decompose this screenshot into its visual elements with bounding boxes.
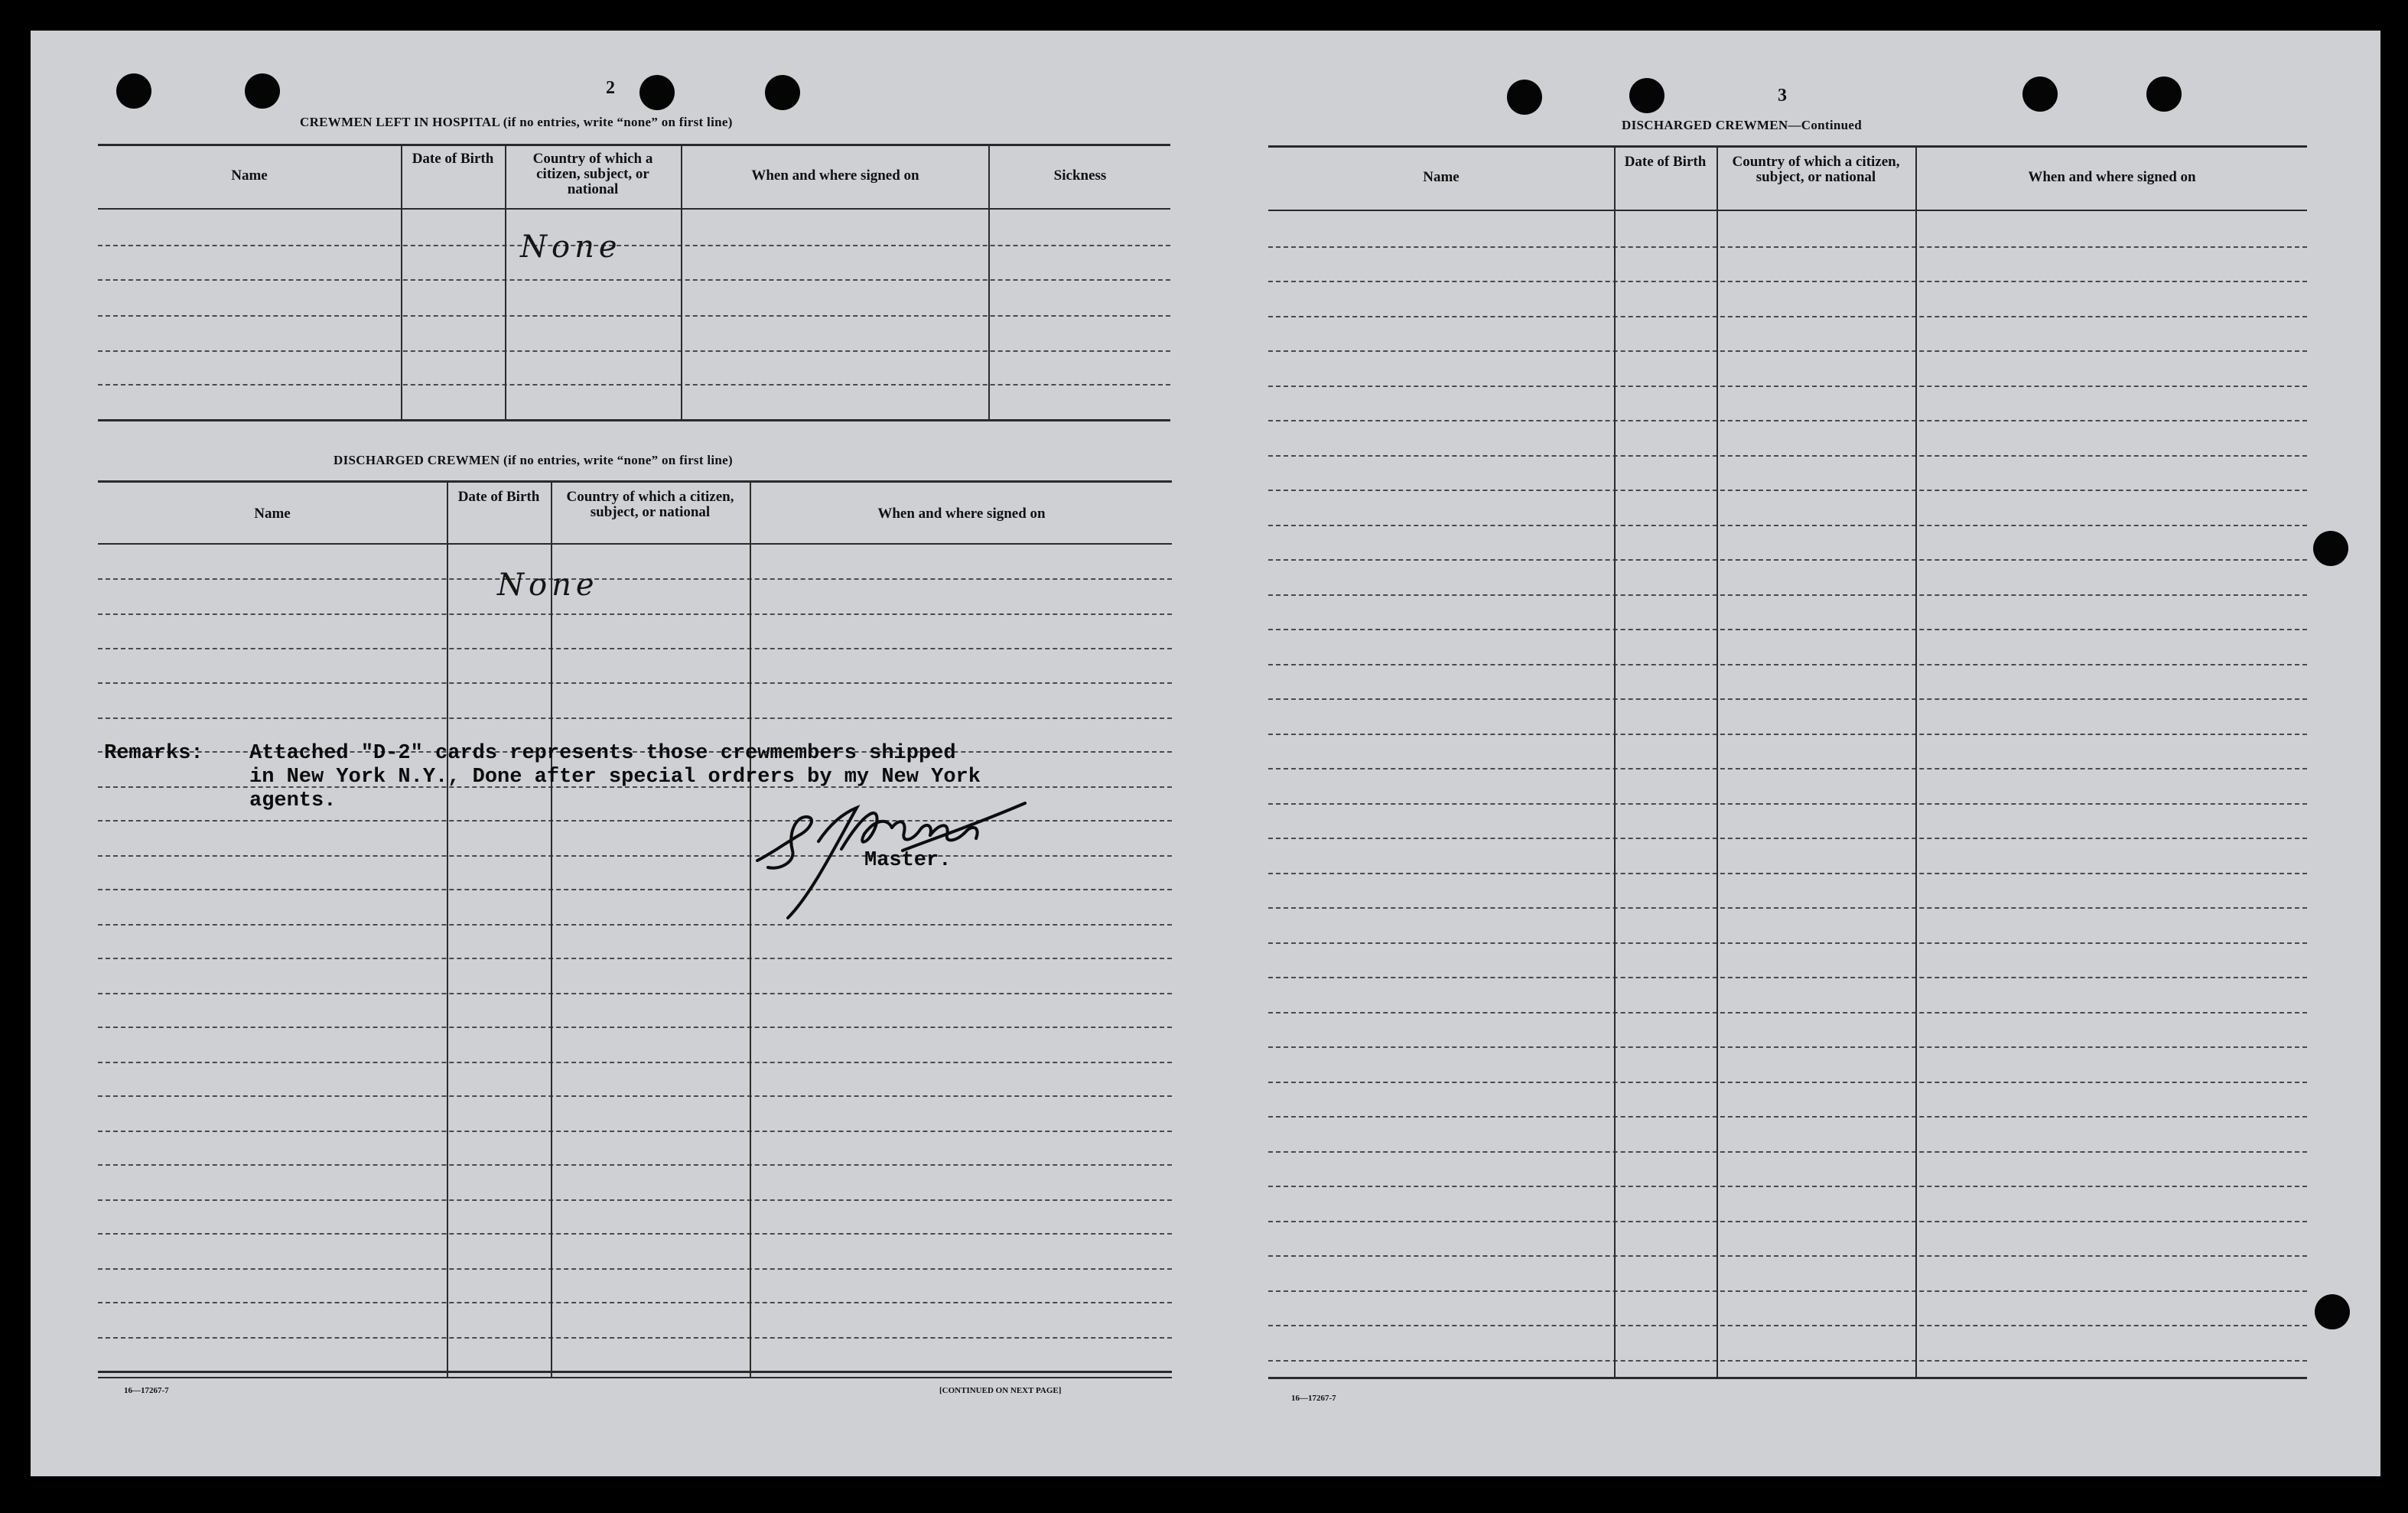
row-line bbox=[1268, 907, 2307, 909]
row-line bbox=[98, 613, 1172, 615]
row-line bbox=[98, 1131, 1172, 1132]
punch-hole bbox=[2146, 76, 2182, 112]
punch-hole bbox=[245, 73, 280, 109]
discharged-continued-title: DISCHARGED CREWMEN—Continued bbox=[1622, 118, 1862, 132]
row-line bbox=[1268, 803, 2307, 805]
punch-hole bbox=[2315, 1294, 2350, 1329]
column-header-date-of-birth: Date of Birth bbox=[412, 151, 494, 167]
row-line bbox=[98, 1027, 1172, 1028]
row-line bbox=[98, 1268, 1172, 1270]
row-line bbox=[98, 384, 1170, 386]
table-rule bbox=[98, 419, 1170, 421]
table-rule bbox=[1268, 1377, 2307, 1379]
row-line bbox=[1268, 386, 2307, 387]
row-line bbox=[1268, 525, 2307, 526]
row-line bbox=[98, 958, 1172, 959]
row-line bbox=[1268, 1116, 2307, 1118]
punch-hole bbox=[2313, 531, 2348, 566]
row-line bbox=[1268, 698, 2307, 700]
row-line bbox=[1268, 246, 2307, 248]
remarks-line: Attached "D-2" cards represents those crewmembers shipped bbox=[249, 742, 956, 765]
table-rule bbox=[98, 144, 1170, 146]
column-header-name: Name bbox=[231, 168, 268, 184]
punch-hole bbox=[639, 75, 675, 110]
row-line bbox=[1268, 1221, 2307, 1222]
row-line bbox=[98, 682, 1172, 684]
row-line bbox=[1268, 559, 2307, 561]
column-header-signed-on: When and where signed on bbox=[751, 168, 919, 184]
column-header-country: Country of which a citizen, subject, or national bbox=[1732, 154, 1900, 185]
table-rule bbox=[98, 543, 1172, 545]
remarks-label: Remarks: bbox=[104, 742, 203, 765]
row-line bbox=[1268, 1046, 2307, 1048]
handwritten-none-entry: None bbox=[497, 568, 599, 603]
table-rule bbox=[1268, 145, 2307, 148]
row-line bbox=[1268, 490, 2307, 491]
row-line bbox=[98, 1164, 1172, 1166]
column-divider bbox=[750, 482, 751, 1377]
row-line bbox=[98, 1302, 1172, 1303]
row-line bbox=[98, 1095, 1172, 1097]
column-header-signed-on: When and where signed on bbox=[877, 506, 1046, 522]
row-line bbox=[98, 1199, 1172, 1201]
punch-hole bbox=[116, 73, 151, 109]
form-number: 16—17267-7 bbox=[1291, 1394, 1336, 1403]
row-line bbox=[1268, 734, 2307, 735]
column-header-name: Name bbox=[1423, 169, 1459, 185]
hospital-section-title: CREWMEN LEFT IN HOSPITAL (if no entries, write “none” on first line) bbox=[300, 115, 733, 129]
page-number: 2 bbox=[606, 78, 615, 98]
column-divider bbox=[1614, 147, 1616, 1377]
row-line bbox=[98, 717, 1172, 719]
row-line bbox=[98, 245, 1170, 246]
row-line bbox=[1268, 873, 2307, 874]
row-line bbox=[1268, 1325, 2307, 1326]
column-header-signed-on: When and where signed on bbox=[2028, 169, 2196, 185]
row-line bbox=[98, 993, 1172, 994]
row-line bbox=[1268, 1012, 2307, 1014]
column-header-date-of-birth: Date of Birth bbox=[1624, 154, 1707, 170]
punch-hole bbox=[2022, 76, 2058, 112]
column-divider bbox=[505, 145, 506, 419]
row-line bbox=[1268, 1290, 2307, 1292]
column-divider bbox=[988, 145, 990, 419]
handwritten-none-entry: None bbox=[520, 229, 622, 265]
column-divider bbox=[681, 145, 682, 419]
table-rule bbox=[98, 1371, 1172, 1373]
column-divider bbox=[401, 145, 402, 419]
table-rule bbox=[98, 480, 1172, 483]
row-line bbox=[1268, 281, 2307, 282]
row-line bbox=[1268, 629, 2307, 630]
column-header-name: Name bbox=[254, 506, 291, 522]
column-divider bbox=[551, 482, 552, 1377]
row-line bbox=[1268, 455, 2307, 457]
signature-title: Master. bbox=[864, 849, 952, 872]
row-line bbox=[98, 279, 1170, 281]
continued-note: [CONTINUED ON NEXT PAGE] bbox=[939, 1386, 1062, 1395]
row-line bbox=[98, 648, 1172, 649]
row-line bbox=[1268, 1151, 2307, 1153]
punch-hole bbox=[1507, 80, 1542, 115]
row-line bbox=[98, 1233, 1172, 1235]
remarks-line: in New York N.Y., Done after special ordrers by my New York bbox=[249, 766, 981, 789]
column-divider bbox=[1717, 147, 1718, 1377]
row-line bbox=[98, 578, 1172, 580]
row-line bbox=[1268, 1360, 2307, 1362]
punch-hole bbox=[765, 75, 800, 110]
punch-hole bbox=[1629, 78, 1664, 113]
table-rule bbox=[98, 1377, 1172, 1378]
row-line bbox=[1268, 838, 2307, 839]
row-line bbox=[1268, 350, 2307, 352]
row-line bbox=[98, 1337, 1172, 1339]
row-line bbox=[1268, 1186, 2307, 1187]
page-number: 3 bbox=[1778, 86, 1787, 106]
row-line bbox=[98, 350, 1170, 352]
column-header-sickness: Sickness bbox=[1053, 168, 1107, 184]
row-line bbox=[1268, 594, 2307, 596]
row-line bbox=[1268, 420, 2307, 421]
row-line bbox=[98, 315, 1170, 317]
column-header-country: Country of which a citizen, subject, or national bbox=[532, 151, 653, 197]
column-divider bbox=[1915, 147, 1917, 1377]
row-line bbox=[1268, 664, 2307, 665]
column-divider bbox=[447, 482, 448, 1377]
row-line bbox=[1268, 977, 2307, 978]
row-line bbox=[1268, 1082, 2307, 1083]
table-rule bbox=[98, 208, 1170, 210]
row-line bbox=[1268, 316, 2307, 317]
discharged-section-title: DISCHARGED CREWMEN (if no entries, write “none” on first line) bbox=[334, 453, 733, 467]
document-sheet bbox=[31, 31, 2380, 1476]
row-line bbox=[1268, 942, 2307, 944]
row-line bbox=[1268, 768, 2307, 770]
row-line bbox=[1268, 1255, 2307, 1257]
column-header-date-of-birth: Date of Birth bbox=[457, 489, 540, 505]
row-line bbox=[98, 1062, 1172, 1063]
remarks-line: agents. bbox=[249, 789, 337, 812]
form-number: 16—17267-7 bbox=[124, 1386, 169, 1395]
table-rule bbox=[1268, 210, 2307, 211]
column-header-country: Country of which a citizen, subject, or national bbox=[566, 489, 734, 520]
